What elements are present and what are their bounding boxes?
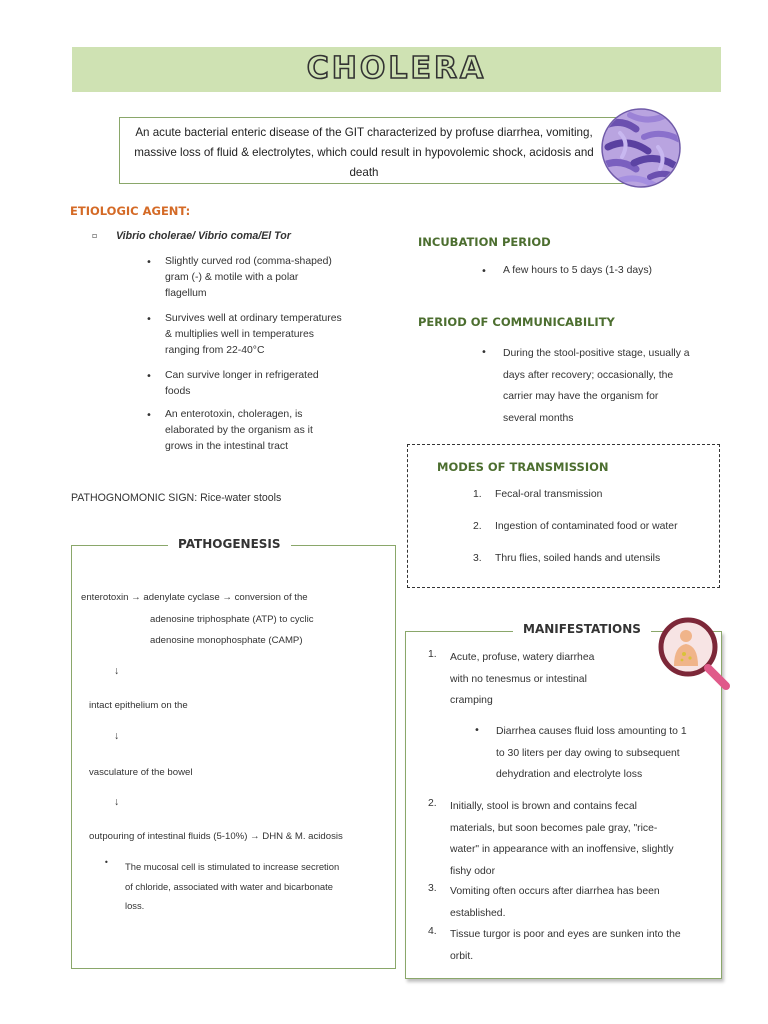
- modes-item-1: Fecal-oral transmission: [495, 489, 603, 500]
- etiologic-agent: Vibrio cholerae/ Vibrio coma/El Tor: [116, 230, 291, 242]
- bullet-icon: •: [104, 858, 109, 867]
- etiologic-point-2: Survives well at ordinary temperatures & multiplies well in temperatures ranging from 22-40°C: [165, 313, 342, 356]
- pathogenesis-step-4: outpouring of intestinal fluids (5-10%) → DHN & M. acidosis: [89, 831, 343, 842]
- pathogenesis-heading: PATHOGENESIS: [168, 537, 291, 551]
- down-arrow-icon: ↓: [114, 731, 120, 742]
- etiologic-point-3: Can survive longer in refrigerated foods: [165, 370, 319, 397]
- pathognomonic-sign: PATHOGNOMONIC SIGN: Rice-water stools: [71, 492, 282, 504]
- manif-item-2: Initially, stool is brown and contains fecal materials, but soon becomes pale gray, "rice- water" in appearance with an inoffensive, slightly fishy odor: [450, 801, 674, 877]
- manif-num-4: 4.: [428, 926, 437, 937]
- pathogenesis-line-1: enterotoxin → adenylate cyclase → conversion of the: [81, 592, 308, 603]
- modes-num-1: 1.: [473, 489, 482, 500]
- modes-num-2: 2.: [473, 521, 482, 532]
- modes-item-2: Ingestion of contaminated food or water: [495, 521, 678, 532]
- bacteria-image: [600, 107, 682, 189]
- incubation-text: A few hours to 5 days (1-3 days): [503, 265, 653, 276]
- down-arrow-icon: ↓: [114, 797, 120, 808]
- bullet-icon: •: [481, 347, 487, 358]
- modes-num-3: 3.: [473, 553, 482, 564]
- pathogenesis-line-2: adenosine triphosphate (ATP) to cyclic: [150, 614, 314, 625]
- bullet-icon: •: [146, 371, 152, 382]
- pathogenesis-line-3: adenosine monophosphate (CAMP): [150, 635, 303, 646]
- manif-item-4: Tissue turgor is poor and eyes are sunken into the orbit.: [450, 929, 681, 962]
- manif-num-3: 3.: [428, 883, 437, 894]
- manif-item-1-sub: Diarrhea causes fluid loss amounting to 1 to 30 liters per day owing to subsequent dehydration and electrolyte loss: [496, 726, 687, 780]
- definition-text: An acute bacterial enteric disease of the GIT characterized by profuse diarrhea, vomiting, massive loss of fluid & electrolytes, which could result in hypovolemic shock, acidosis and death: [134, 126, 594, 179]
- manifestations-heading: MANIFESTATIONS: [513, 622, 651, 636]
- manif-num-1: 1.: [428, 649, 437, 660]
- down-arrow-icon: ↓: [114, 666, 120, 677]
- manif-item-3: Vomiting often occurs after diarrhea has been established.: [450, 886, 660, 919]
- manif-item-1: Acute, profuse, watery diarrhea with no tenesmus or intestinal cramping: [450, 652, 595, 706]
- manif-num-2: 2.: [428, 798, 437, 809]
- bullet-icon: •: [481, 266, 487, 277]
- etiologic-heading: ETIOLOGIC AGENT:: [70, 204, 191, 218]
- square-bullet-icon: ▫: [92, 231, 98, 240]
- bullet-icon: •: [146, 257, 152, 268]
- bullet-icon: •: [474, 725, 480, 736]
- pathogenesis-step-2: intact epithelium on the: [89, 700, 188, 711]
- incubation-heading: INCUBATION PERIOD: [418, 235, 551, 249]
- modes-item-3: Thru flies, soiled hands and utensils: [495, 553, 661, 564]
- etiologic-point-1: Slightly curved rod (comma-shaped) gram (-) & motile with a polar flagellum: [165, 256, 332, 299]
- communicability-heading: PERIOD OF COMMUNICABILITY: [418, 315, 615, 329]
- etiologic-point-4: An enterotoxin, choleragen, is elaborated by the organism as it grows in the intestinal tract: [165, 409, 313, 452]
- definition-box: [119, 117, 629, 184]
- pathogenesis-sub: The mucosal cell is stimulated to increase secretion of chloride, associated with water and bicarbonate loss.: [125, 861, 340, 911]
- modes-heading: MODES OF TRANSMISSION: [437, 460, 609, 474]
- communicability-text: During the stool-positive stage, usually a days after recovery; occasionally, the carrier may have the organism for several months: [503, 348, 690, 424]
- pathogenesis-step-3: vasculature of the bowel: [89, 767, 193, 778]
- bullet-icon: •: [146, 410, 152, 421]
- magnifier-icon: [652, 614, 734, 696]
- page-title: CHOLERA: [306, 51, 487, 86]
- title-banner: [72, 47, 721, 92]
- bullet-icon: •: [146, 314, 152, 325]
